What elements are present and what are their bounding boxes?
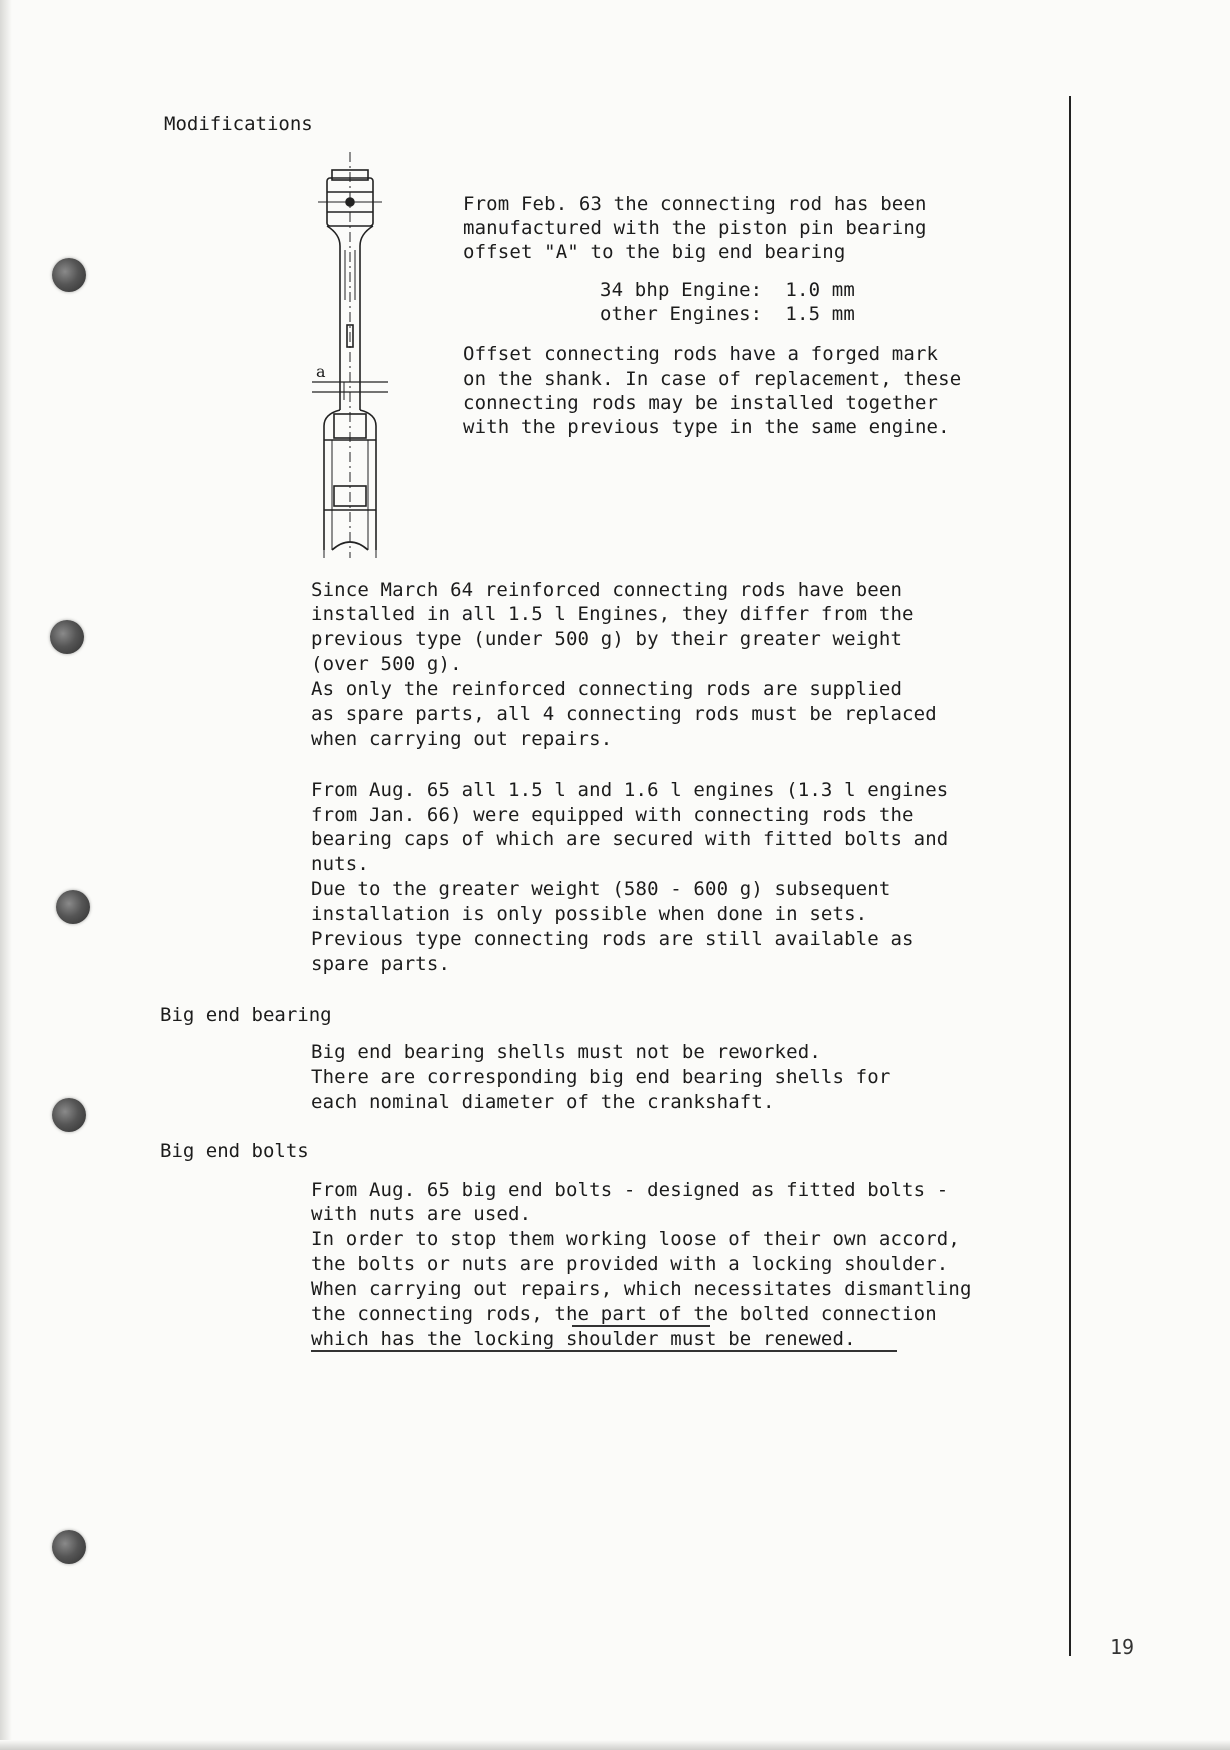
text-line: from Jan. 66) were equipped with connecting rods the [311,804,914,826]
text-line: There are corresponding big end bearing shells for [311,1066,891,1088]
text-line: (over 500 g). [311,653,462,675]
text-line: installation is only possible when done in sets. [311,903,868,925]
underline-renew-line [311,1350,897,1352]
text-line: As only the reinforced connecting rods are supplied [311,678,903,700]
text-line: each nominal diameter of the crankshaft. [311,1091,775,1113]
page-number: 19 [1110,1635,1135,1659]
text-line: manufactured with the piston pin bearing [463,217,927,239]
text-line: nuts. [311,853,369,875]
offset-line: other Engines: 1.5 mm [600,303,855,325]
text-line: Since March 64 reinforced connecting rods have been [311,579,903,601]
text-line: when carrying out repairs. [311,728,613,750]
page-bottom-edge [0,1740,1230,1750]
text-line: with nuts are used. [311,1203,532,1225]
right-margin-rule [1069,96,1071,1656]
text-line: connecting rods may be installed together [463,392,939,414]
heading-big-end-bolts: Big end bolts [160,1140,309,1162]
text-line: From Aug. 65 big end bolts - designed as fitted bolts - [311,1179,949,1201]
connecting-rod-drawing [310,150,390,560]
text-line: which has the locking shoulder must be renewed. [311,1328,856,1350]
offset-line: 34 bhp Engine: 1.0 mm [600,279,855,301]
text-line: Due to the greater weight (580 - 600 g) subsequent [311,878,891,900]
punch-hole [56,890,90,924]
underline-renew-part [572,1325,710,1327]
page-left-edge [0,0,12,1750]
punch-hole [52,1530,86,1564]
text-line: Previous type connecting rods are still available as [311,928,914,950]
text-line: Big end bearing shells must not be reworked. [311,1041,821,1063]
punch-hole [52,258,86,292]
text-line: From Feb. 63 the connecting rod has been [463,193,927,215]
text-line: installed in all 1.5 l Engines, they differ from the [311,603,914,625]
text-line: In order to stop them working loose of their own accord, [311,1228,960,1250]
punch-hole [50,620,84,654]
text-line: as spare parts, all 4 connecting rods must be replaced [311,703,937,725]
text-line: From Aug. 65 all 1.5 l and 1.6 l engines (1.3 l engines [311,779,949,801]
text-line: previous type (under 500 g) by their greater weight [311,628,903,650]
text-line: the connecting rods, the part of the bolted connection [311,1303,937,1325]
text-line: bearing caps of which are secured with fitted bolts and [311,828,949,850]
heading-modifications: Modifications [164,113,313,135]
text-line: with the previous type in the same engine. [463,416,950,438]
punch-hole [52,1098,86,1132]
text-line: the bolts or nuts are provided with a locking shoulder. [311,1253,949,1275]
text-line: Offset connecting rods have a forged mark [463,343,939,365]
heading-big-end-bearing: Big end bearing [160,1004,332,1026]
text-line: When carrying out repairs, which necessitates dismantling [311,1278,972,1300]
text-line: on the shank. In case of replacement, these [463,368,962,390]
text-line: offset "A" to the big end bearing [463,241,846,263]
figure-label-a: a [316,362,326,381]
text-line: spare parts. [311,953,451,975]
